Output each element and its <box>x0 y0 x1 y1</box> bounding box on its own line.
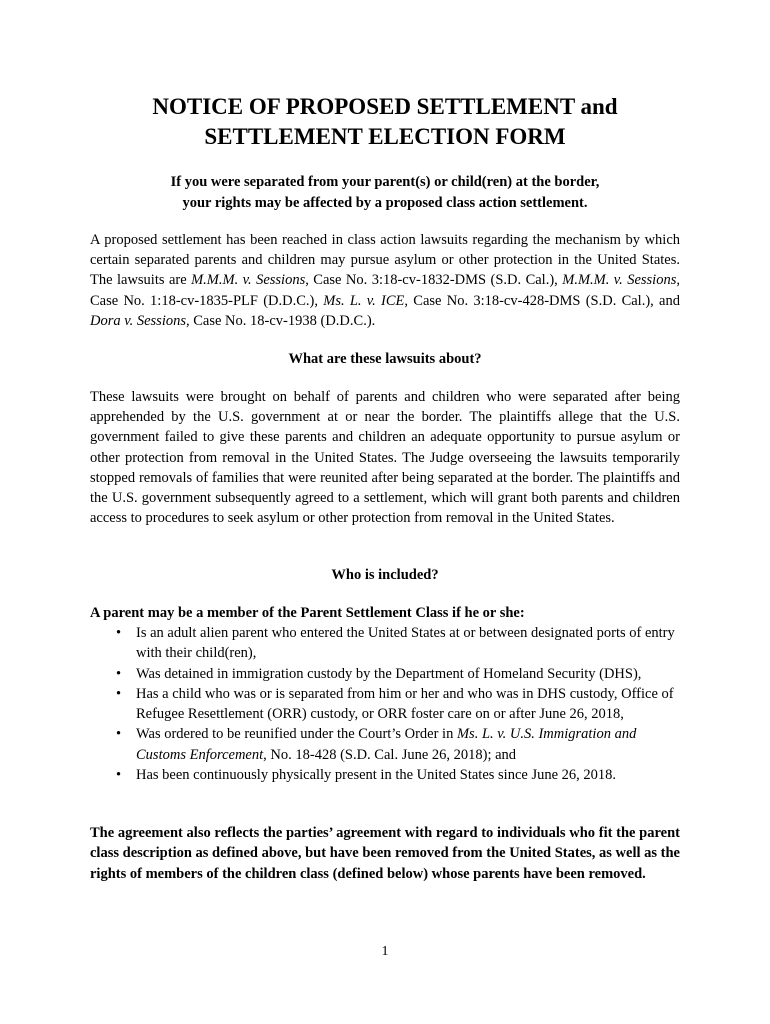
agreement-paragraph: The agreement also reflects the parties’ agreement with regard to individuals who fit the parent class description as defined above, but have been removed from the United States, as well as the rights of members of the children class (defined below) whose parents have been removed. <box>90 825 680 882</box>
bullet-icon: • <box>116 625 122 641</box>
title-line-2: SETTLEMENT ELECTION FORM <box>204 124 566 149</box>
page-title <box>0 92 770 152</box>
page-number: 1 <box>381 944 389 959</box>
list-item: • Is an adult alien parent who entered the United States at or between designated ports of entry with their child(ren), <box>116 625 675 662</box>
case-name: Ms. L. v. U.S. Immigration and Customs Enforcement <box>136 726 637 763</box>
subtitle-line-1: If you were separated from your parent(s) or child(ren) at the border, <box>170 174 600 190</box>
list-item: • Was ordered to be reunified under the Court’s Order in Ms. L. v. U.S. Immigration and Customs Enforcement, No. 18-428 (S.D. Cal. June 26, 2018); and <box>116 726 637 763</box>
heading-about: What are these lawsuits about? <box>288 351 482 367</box>
parent-class-criteria-list <box>90 623 680 785</box>
page-subtitle <box>0 172 770 214</box>
case-name: M.M.M. v. Sessions <box>191 272 306 289</box>
title-line-1: NOTICE OF PROPOSED SETTLEMENT and <box>152 94 618 119</box>
heading-included: Who is included? <box>331 567 439 583</box>
list-item: • Was detained in immigration custody by the Department of Homeland Security (DHS), <box>90 664 680 684</box>
list-item: • Has a child who was or is separated from him or her and who was in DHS custody, Office of Refugee Resettlement (ORR) custody, or ORR foster care on or after June 26, 2018, <box>116 685 674 723</box>
bullet-icon: • <box>116 726 122 743</box>
case-name: Dora v. Sessions <box>90 312 186 329</box>
bullet-icon: • <box>116 767 122 784</box>
intro-paragraph: A proposed settlement has been reached in class action lawsuits regarding the mechanism by which certain separated parents and children may pursue asylum or other protection in the United States. The lawsuits are M.M.M. v. Sessions, Case No. 3:18-cv-1832-DMS (S.D. Cal.), M.M.M. v. Sessions, Case No. 1:18-cv-1835-PLF (D.D.C.), Ms. L. v. ICE, Case No. 3:18-cv-428-DMS (S.D. Cal.), and Dora v. Sessions, Case No. 18-cv-1938 (D.D.C.). <box>90 232 680 329</box>
about-paragraph: These lawsuits were brought on behalf of parents and children who were separated after being apprehended by the U.S. government at or near the border. The plaintiffs allege that the U.S. government failed to give these parents and children an adequate opportunity to pursue asylum or other protection from removal in the United States. The Judge overseeing the lawsuits temporarily stopped removals of families that were reunited after being separated at the border. The plaintiffs and the U.S. government subsequently agreed to a settlement, which will grant both parents and children access to procedures to seek asylum or other protection from removal in the United States. <box>90 389 680 527</box>
parent-class-lead: A parent may be a member of the Parent Settlement Class if he or she: <box>90 605 525 621</box>
list-item: • Has been continuously physically present in the United States since June 26, 2018. <box>90 765 680 785</box>
bullet-icon: • <box>116 665 122 682</box>
subtitle-line-2: your rights may be affected by a proposed class action settlement. <box>182 195 588 211</box>
case-name: M.M.M. v. Sessions <box>562 272 677 289</box>
case-name: Ms. L. v. ICE <box>323 292 405 309</box>
bullet-icon: • <box>116 685 122 702</box>
